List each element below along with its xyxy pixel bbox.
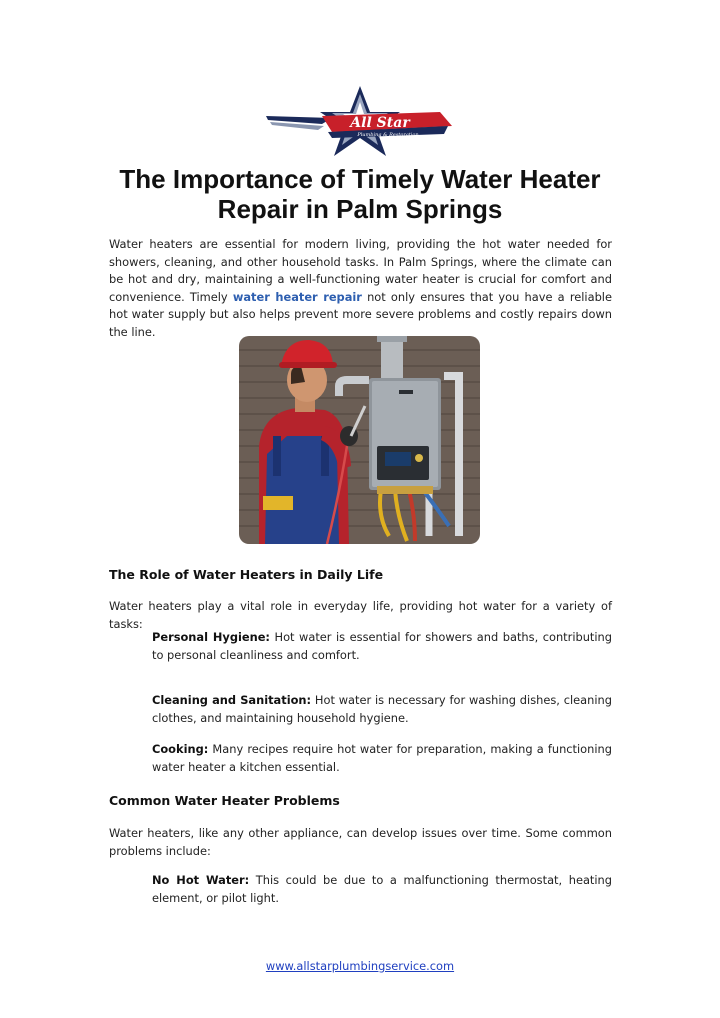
section-role-lead: Water heaters play a vital role in everyday life, providing hot water for a variety of tasks: xyxy=(109,599,612,631)
page-title-line-2: Repair in Palm Springs xyxy=(217,194,503,224)
list-item-text: Hot water is necessary for washing dishes, cleaning clothes, and maintaining household hygiene. xyxy=(152,693,612,725)
list-item-text: Hot water is essential for showers and baths, contributing to personal cleanliness and comfort. xyxy=(152,630,613,662)
list-item xyxy=(152,741,612,776)
water-heater-repair-link[interactable]: water heater repair xyxy=(232,289,362,304)
list-item-term: No Hot Water: xyxy=(152,873,250,887)
list-item xyxy=(152,872,612,907)
section-heading-role: The Role of Water Heaters in Daily Life xyxy=(109,567,384,582)
section-problems-lead: Water heaters, like any other appliance, can develop issues over time. Some common problems include: xyxy=(109,826,612,858)
list-item-term: Cleaning and Sanitation: xyxy=(152,693,312,707)
list-item-text: This could be due to a malfunctioning thermostat, heating element, or pilot light. xyxy=(152,873,613,905)
intro-text-after-link: not only ensures that you have a reliable hot water supply but also helps prevent more severe problems and costly repairs down the line. xyxy=(109,289,612,339)
technician-photo xyxy=(239,336,480,544)
list-item xyxy=(152,692,612,727)
logo-subtext: Plumbing & Restoration xyxy=(357,132,419,138)
list-item-term: Personal Hygiene: xyxy=(152,630,270,644)
list-item-term: Cooking: xyxy=(152,742,209,756)
section-heading-problems: Common Water Heater Problems xyxy=(109,793,340,808)
footer xyxy=(0,959,720,973)
list-item xyxy=(152,629,612,664)
footer-website-link[interactable]: www.allstarplumbingservice.com xyxy=(265,959,455,973)
page-title-line-1: The Importance of Timely Water Heater xyxy=(119,164,601,194)
intro-paragraph xyxy=(109,236,612,341)
page-title xyxy=(80,164,640,224)
logo-text: All Star xyxy=(350,115,410,131)
list-item-text: Many recipes require hot water for preparation, making a functioning water heater a kitchen essential. xyxy=(152,742,612,774)
intro-text-before-link: Water heaters are essential for modern living, providing the hot water needed for showers, cleaning, and other household tasks. In Palm Springs, where the climate can be hot and dry, maintaining a well-functioning water heater is crucial for comfort and convenience. Timely xyxy=(109,237,612,304)
all-star-logo xyxy=(262,82,458,164)
